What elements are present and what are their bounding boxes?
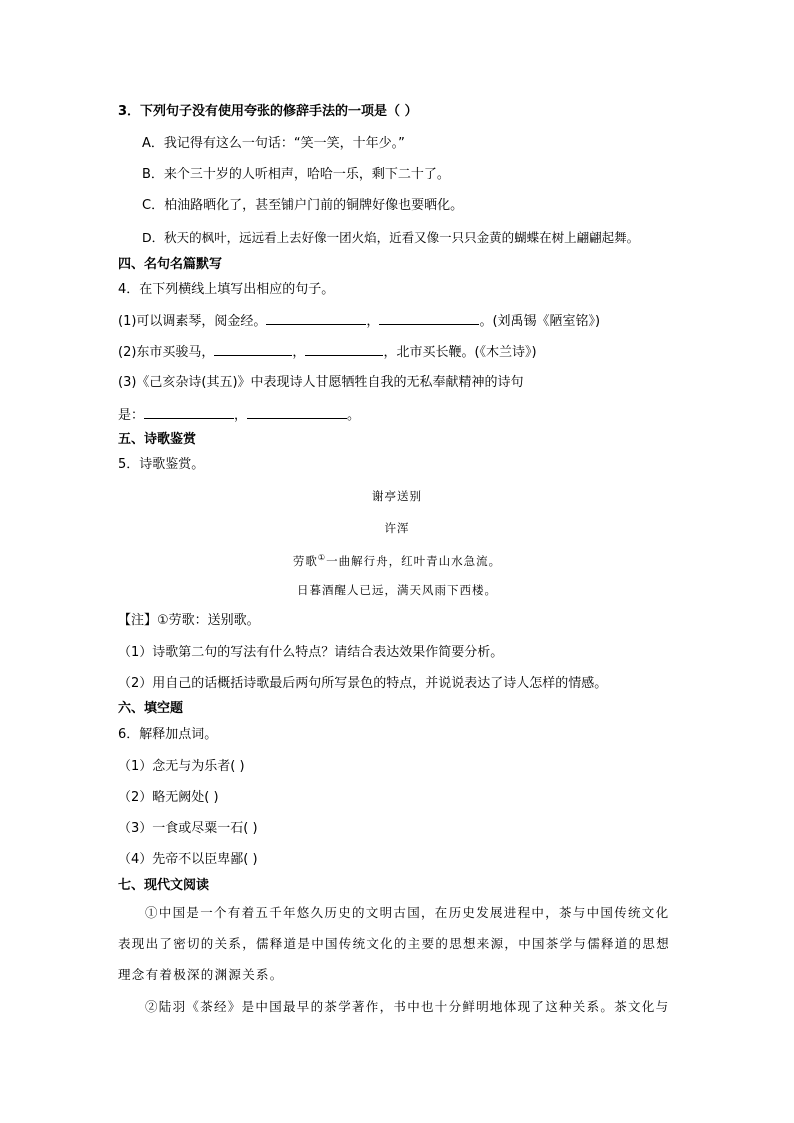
q4-line-4 bbox=[118, 405, 360, 426]
q6-item-4: （4）先帝不以臣卑鄙( ) bbox=[118, 852, 258, 867]
poem-l1-a: 劳歌 bbox=[292, 553, 318, 568]
q4-line-3: (3)《己亥杂诗(其五)》中表现诗人甘愿牺牲自我的无私奉献精神的诗句 bbox=[118, 375, 524, 390]
section-4-title: 四、名句名篇默写 bbox=[118, 257, 223, 272]
poem-line-1 bbox=[0, 548, 794, 571]
q4-line-2 bbox=[118, 342, 537, 363]
reading-p1-line-3: 理念有着极深的渊源关系。 bbox=[118, 967, 284, 982]
q3-option-d: D．秋天的枫叶，远远看上去好像一团火焰，近看又像一只只金黄的蝴蝶在树上翩翩起舞。 bbox=[142, 230, 640, 245]
q4-line-1 bbox=[118, 311, 600, 332]
poem-l1-b: 一曲解行舟，红叶青山水急流。 bbox=[326, 553, 502, 568]
q6-item-3: （3）一食或尽粟一石( ) bbox=[118, 821, 258, 836]
poem-note: 【注】①劳歌：送别歌。 bbox=[118, 613, 260, 628]
poem-title: 谢亭送别 bbox=[372, 489, 422, 503]
section-6-title: 六、填空题 bbox=[118, 701, 184, 716]
q3-stem: 3．下列句子没有使用夸张的修辞手法的一项是（ ） bbox=[118, 104, 418, 119]
fill-blank[interactable] bbox=[305, 342, 383, 356]
q5-sub-2: （2）用自己的话概括诗歌最后两句所写景色的特点，并说说表达了诗人怎样的情感。 bbox=[118, 676, 608, 691]
q5-sub-1: （1）诗歌第二句的写法有什么特点？请结合表达效果作简要分析。 bbox=[118, 645, 504, 660]
fill-blank[interactable] bbox=[379, 311, 479, 325]
q6-item-1: （1）念无与为乐者( ) bbox=[118, 759, 245, 774]
q4-l4-text-c: 。 bbox=[347, 408, 361, 423]
q4-l2-text-a: (2)东市买骏马， bbox=[118, 345, 215, 360]
q4-l1-text-b: ， bbox=[366, 314, 380, 329]
q4-l2-text-b: ， bbox=[292, 345, 306, 360]
poem-author: 许浑 bbox=[384, 521, 410, 535]
q3-option-b: B．来个三十岁的人听相声，哈哈一乐，剩下二十了。 bbox=[142, 167, 450, 182]
q4-l1-text-c: 。(刘禹锡《陋室铭》) bbox=[479, 314, 601, 329]
section-7-title: 七、现代文阅读 bbox=[118, 878, 210, 893]
fill-blank[interactable] bbox=[247, 405, 347, 419]
poem-line-2: 日暮酒醒人已远，满天风雨下西楼。 bbox=[297, 583, 497, 597]
reading-p1-line-1: ①中国是一个有着五千年悠久历史的文明古国，在历史发展进程中，茶与中国传统文化 bbox=[145, 905, 670, 920]
q3-option-c: C．柏油路晒化了，甚至铺户门前的铜牌好像也要晒化。 bbox=[142, 198, 464, 213]
q5-stem: 5．诗歌鉴赏。 bbox=[118, 457, 205, 472]
q4-l1-text-a: (1)可以调素琴，阅金经。 bbox=[118, 314, 267, 329]
reading-p1-line-2: 表现出了密切的关系，儒释道是中国传统文化的主要的思想来源，中国茶学与儒释道的思想 bbox=[118, 936, 671, 951]
q6-stem: 6．解释加点词。 bbox=[118, 727, 218, 742]
q3-option-a: A．我记得有这么一句话：“笑一笑，十年少。” bbox=[142, 136, 405, 151]
section-5-title: 五、诗歌鉴赏 bbox=[118, 432, 197, 447]
q4-stem: 4．在下列横线上填写出相应的句子。 bbox=[118, 282, 335, 297]
reading-p2-line-1: ②陆羽《茶经》是中国最早的茶学著作，书中也十分鲜明地体现了这种关系。茶文化与 bbox=[145, 999, 670, 1014]
fill-blank[interactable] bbox=[144, 405, 234, 419]
fill-blank[interactable] bbox=[214, 342, 292, 356]
note-marker: ① bbox=[317, 553, 327, 562]
q6-item-2: （2）略无阙处( ) bbox=[118, 790, 219, 805]
fill-blank[interactable] bbox=[266, 311, 366, 325]
q4-l2-text-c: ，北市买长鞭。(《木兰诗》) bbox=[383, 345, 537, 360]
q4-l4-text-a: 是： bbox=[118, 408, 145, 423]
q4-l4-text-b: ， bbox=[234, 408, 248, 423]
